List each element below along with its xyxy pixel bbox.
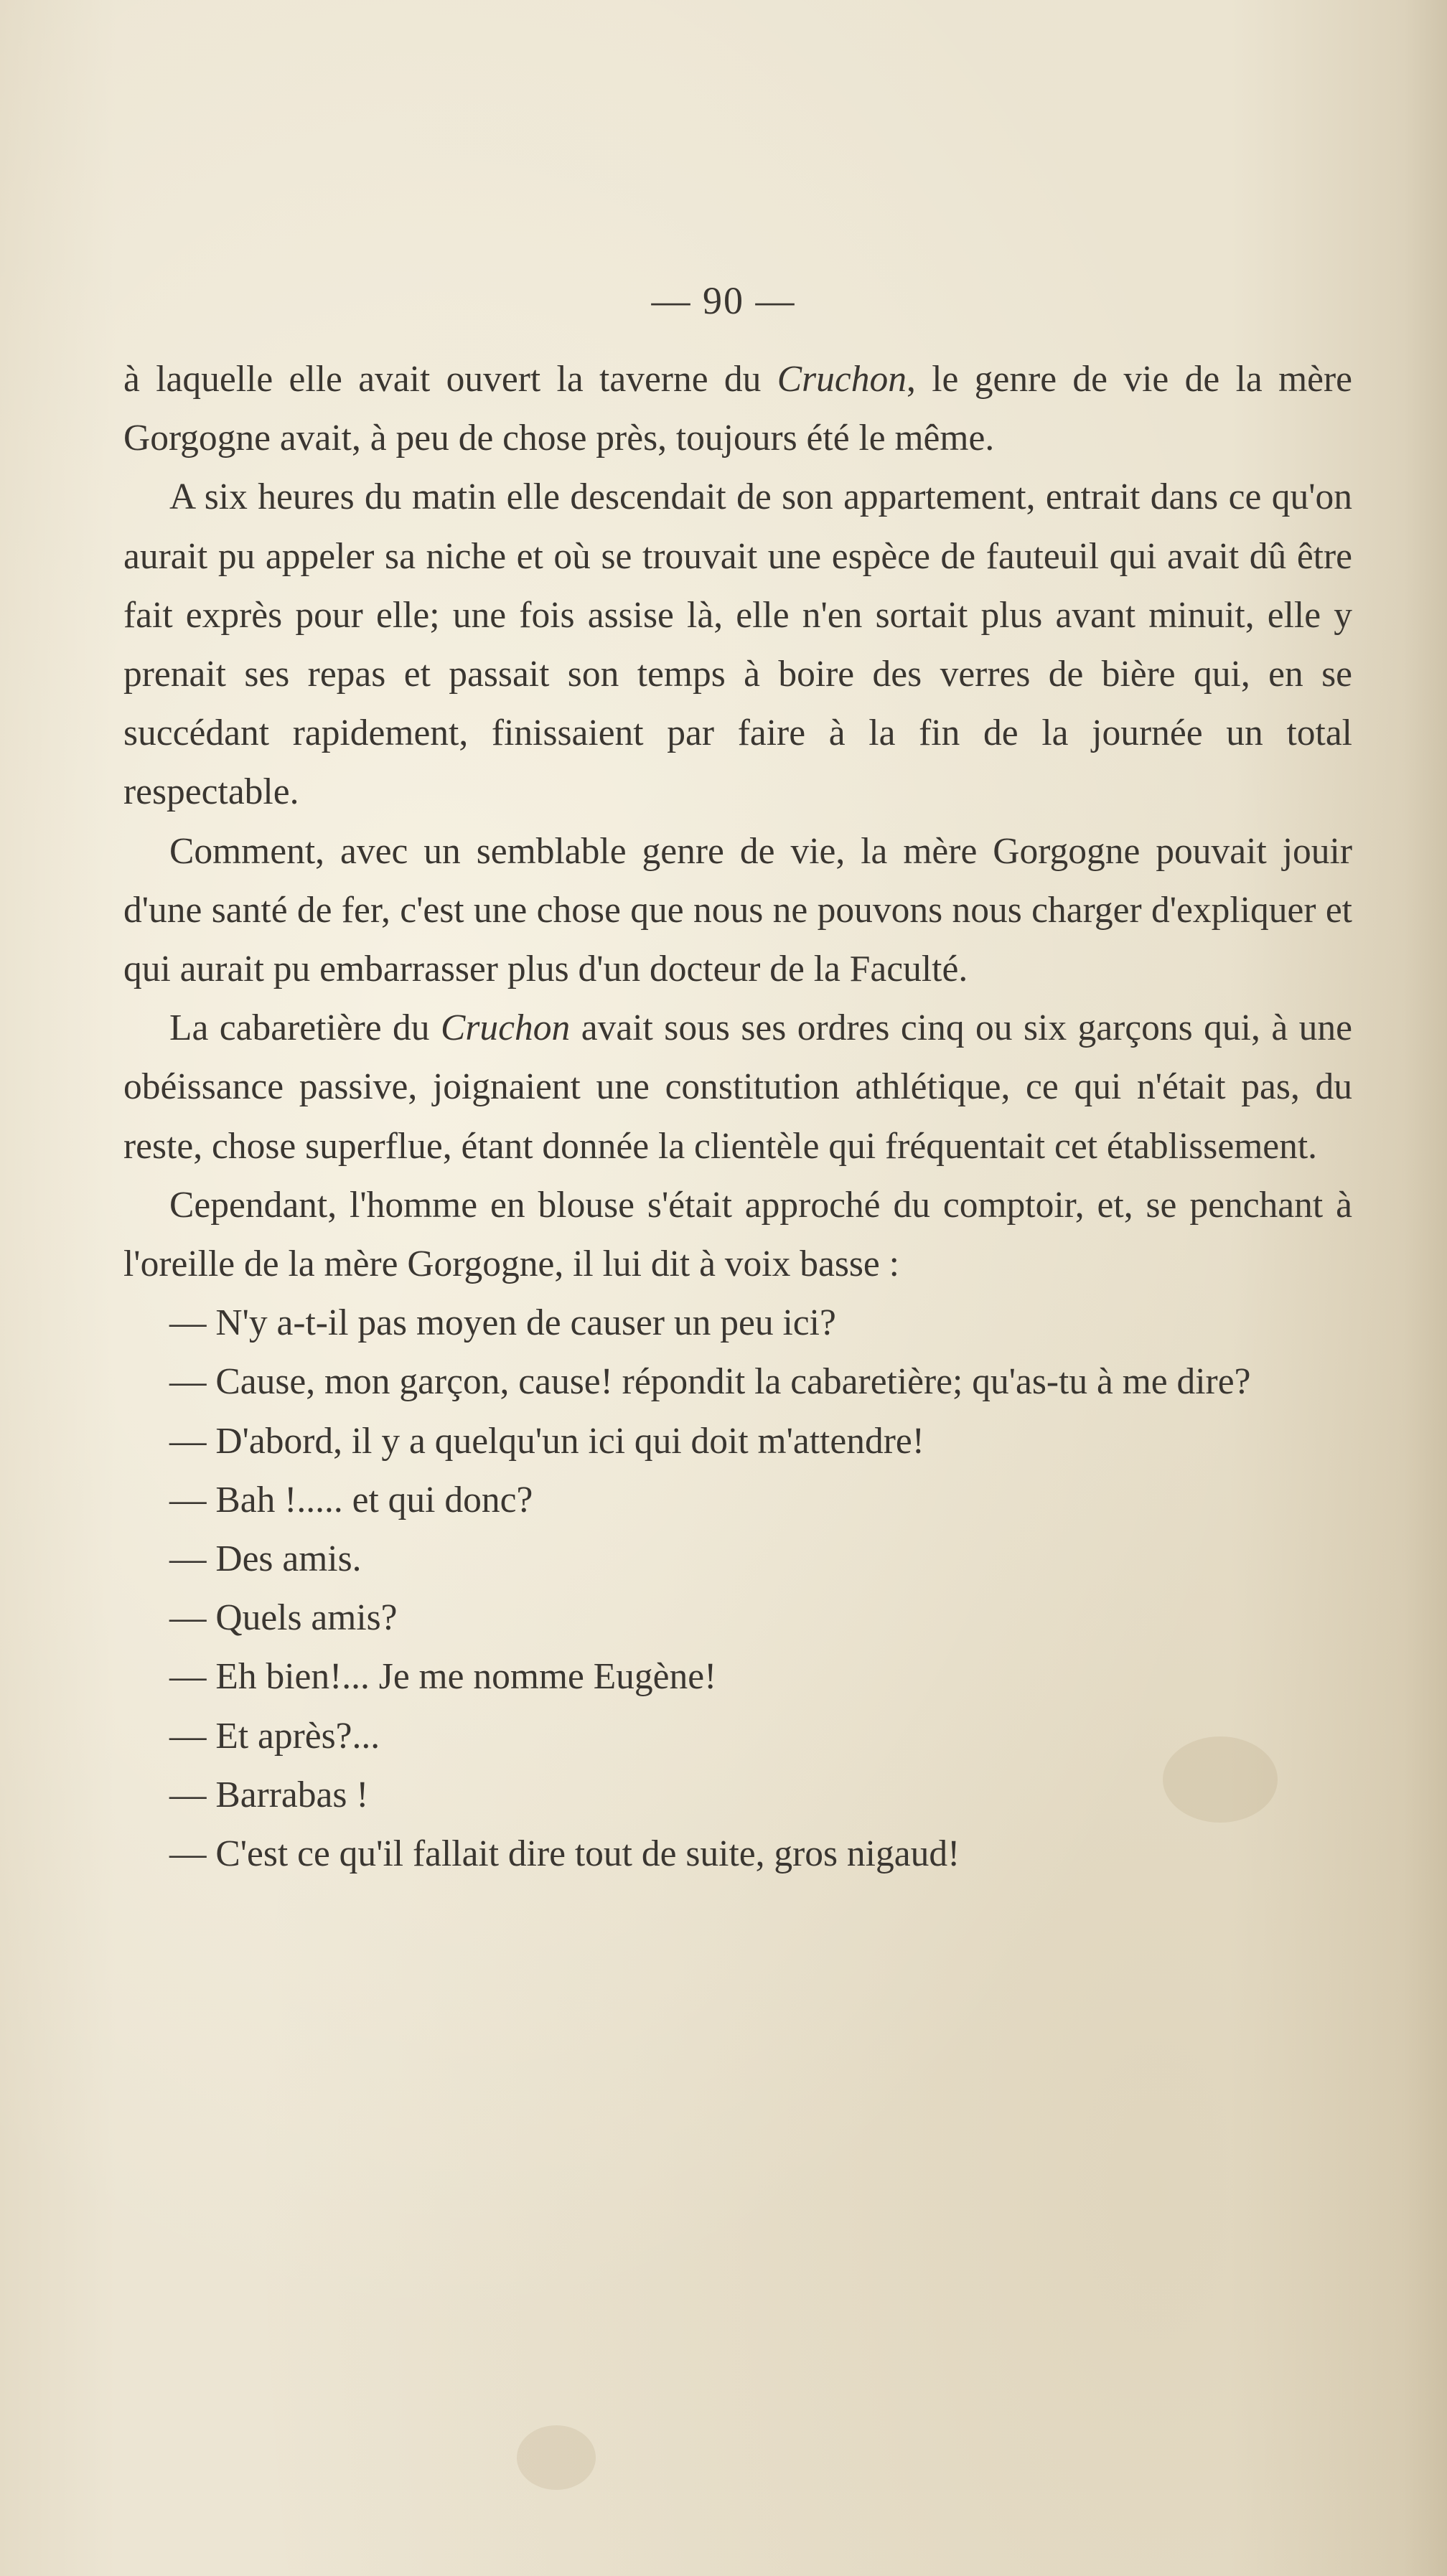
dialogue-line: [123, 1589, 1352, 1647]
text-run: A six heures du matin elle descendait de son appartement, entrait dans ce qu'on aurait pu appeler sa niche et où se trouvait une espèce de fauteuil qui avait dû être fait exprès pour elle; une fois assise là, elle n'en sortait plus avant minuit, elle y prenait ses repas et passait son temps à boire des verres de bière qui, en se succédant rapidement, finissaient par faire à la fin de la journée un total respectable.: [123, 476, 1352, 813]
text-run: , le genre de vie de la mère Gorgogne avait, à peu de chose près, toujours été le même.: [123, 359, 1352, 459]
text-run: Comment, avec un semblable genre de vie, la mère Gorgogne pouvait jouir d'une santé de fer, c'est une chose que nous ne pouvons nous charger d'expliquer et qui aurait pu embarrasser plus d'un docteur de la Faculté.: [123, 830, 1352, 990]
paragraph: [123, 468, 1352, 822]
text-run: — Des amis.: [169, 1538, 362, 1580]
dialogue-line: [123, 1353, 1352, 1411]
dialogue-line: [123, 1412, 1352, 1471]
text-run: — Bah !..... et qui donc?: [169, 1479, 533, 1520]
italic-text: Cruchon: [441, 1007, 571, 1049]
text-run: Cependant, l'homme en blouse s'était approché du comptoir, et, se penchant à l'oreille de la mère Gorgogne, il lui dit à voix basse :: [123, 1184, 1352, 1285]
dialogue-line: [123, 1825, 1352, 1884]
text-run: — N'y a-t-il pas moyen de causer un peu ici?: [169, 1302, 836, 1344]
text-run: — Eh bien!... Je me nomme Eugène!: [169, 1656, 717, 1698]
page-number: — 90 —: [651, 279, 796, 322]
text-run: — C'est ce qu'il fallait dire tout de suite, gros nigaud!: [169, 1833, 960, 1875]
paragraph: [123, 822, 1352, 1000]
paragraph: [123, 999, 1352, 1176]
dialogue-line: [123, 1294, 1352, 1353]
paragraph: [123, 1176, 1352, 1294]
dialogue-line: [123, 1471, 1352, 1530]
text-run: — D'abord, il y a quelqu'un ici qui doit m'attendre!: [169, 1420, 924, 1462]
text-run: avait sous ses ordres cinq ou six garçons qui, à une obéissance passive, joignaient une constitution athlétique, ce qui n'était pas, du reste, chose superflue, étant donnée la clientèle qui fréquentait cet établissement.: [123, 1007, 1352, 1167]
dialogue-line: [123, 1647, 1352, 1706]
paper-stain: [517, 2425, 596, 2490]
text-run: — Quels amis?: [169, 1597, 398, 1639]
text-run: à laquelle elle avait ouvert la taverne du: [123, 359, 777, 400]
body-text: [123, 350, 1352, 1884]
text-run: — Barrabas !: [169, 1774, 369, 1815]
italic-text: Cruchon: [777, 359, 907, 400]
text-run: — Et après?...: [169, 1715, 380, 1757]
paragraph: [123, 350, 1352, 468]
dialogue-line: [123, 1530, 1352, 1589]
dialogue-line: [123, 1707, 1352, 1766]
dialogue-line: [123, 1766, 1352, 1825]
text-run: — Cause, mon garçon, cause! répondit la cabaretière; qu'as-tu à me dire?: [169, 1361, 1251, 1403]
text-run: La cabaretière du: [169, 1007, 441, 1049]
